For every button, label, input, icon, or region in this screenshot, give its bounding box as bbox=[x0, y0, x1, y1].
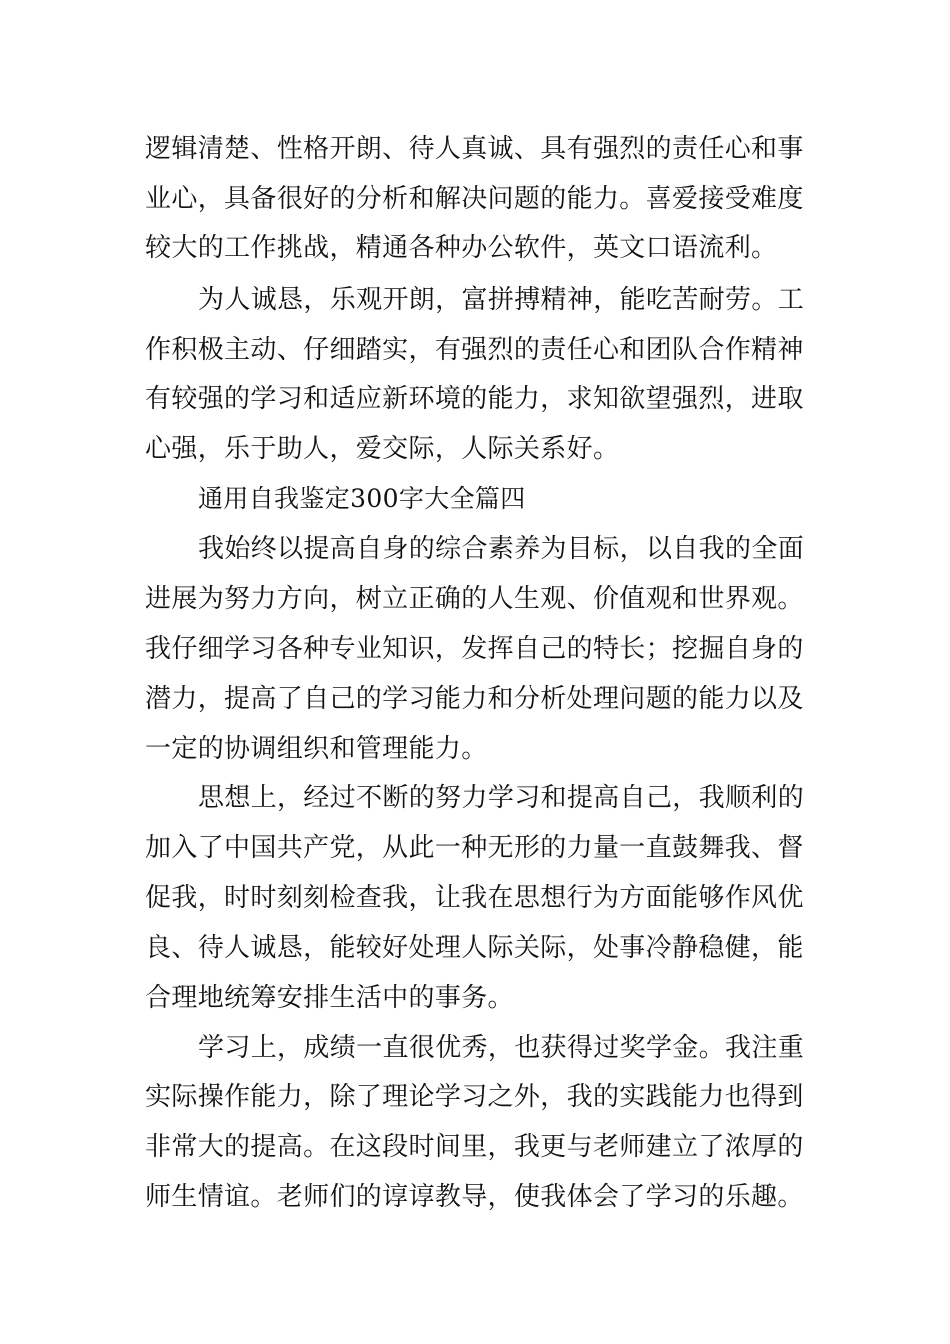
text-line: 潜力，提高了自己的学习能力和分析处理问题的能力以及 bbox=[145, 684, 804, 714]
text-line: 一定的协调组织和管理能力。 bbox=[145, 734, 488, 764]
text-line: 心强，乐于助人，爱交际，人际关系好。 bbox=[145, 434, 620, 464]
text-line: 较大的工作挑战，精通各种办公软件，英文口语流利。 bbox=[145, 233, 778, 263]
text-line: 我仔细学习各种专业知识，发挥自己的特长；挖掘自身的 bbox=[145, 634, 804, 664]
paragraph-first-line: 学习上，成绩一直很优秀，也获得过奖学金。我注重 bbox=[198, 1033, 805, 1063]
text-line: 促我，时时刻刻检查我，让我在思想行为方面能够作风优 bbox=[145, 883, 804, 913]
text-line: 非常大的提高。在这段时间里，我更与老师建立了浓厚的 bbox=[145, 1132, 804, 1162]
text-line: 良、待人诚恳，能较好处理人际关际，处事冷静稳健，能 bbox=[145, 933, 804, 963]
text-line: 逻辑清楚、性格开朗、待人真诚、具有强烈的责任心和事 bbox=[145, 134, 804, 164]
section-heading: 通用自我鉴定300字大全篇四 bbox=[198, 484, 526, 513]
text-line: 加入了中国共产党，从此一种无形的力量一直鼓舞我、督 bbox=[145, 833, 804, 863]
text-line: 师生情谊。老师们的谆谆教导，使我体会了学习的乐趣。 bbox=[145, 1182, 804, 1212]
text-line: 作积极主动、仔细踏实，有强烈的责任心和团队合作精神 bbox=[145, 335, 804, 365]
paragraph-first-line: 我始终以提高自身的综合素养为目标，以自我的全面 bbox=[198, 534, 805, 564]
text-line: 进展为努力方向，树立正确的人生观、价值观和世界观。 bbox=[145, 584, 804, 614]
text-line: 有较强的学习和适应新环境的能力，求知欲望强烈，进取 bbox=[145, 384, 804, 414]
text-line: 实际操作能力，除了理论学习之外，我的实践能力也得到 bbox=[145, 1082, 804, 1112]
text-line: 合理地统筹安排生活中的事务。 bbox=[145, 983, 514, 1013]
paragraph-first-line: 为人诚恳，乐观开朗，富拼搏精神，能吃苦耐劳。工 bbox=[198, 285, 805, 315]
paragraph-first-line: 思想上，经过不断的努力学习和提高自己，我顺利的 bbox=[198, 783, 805, 813]
text-line: 业心，具备很好的分析和解决问题的能力。喜爱接受难度 bbox=[145, 184, 804, 214]
